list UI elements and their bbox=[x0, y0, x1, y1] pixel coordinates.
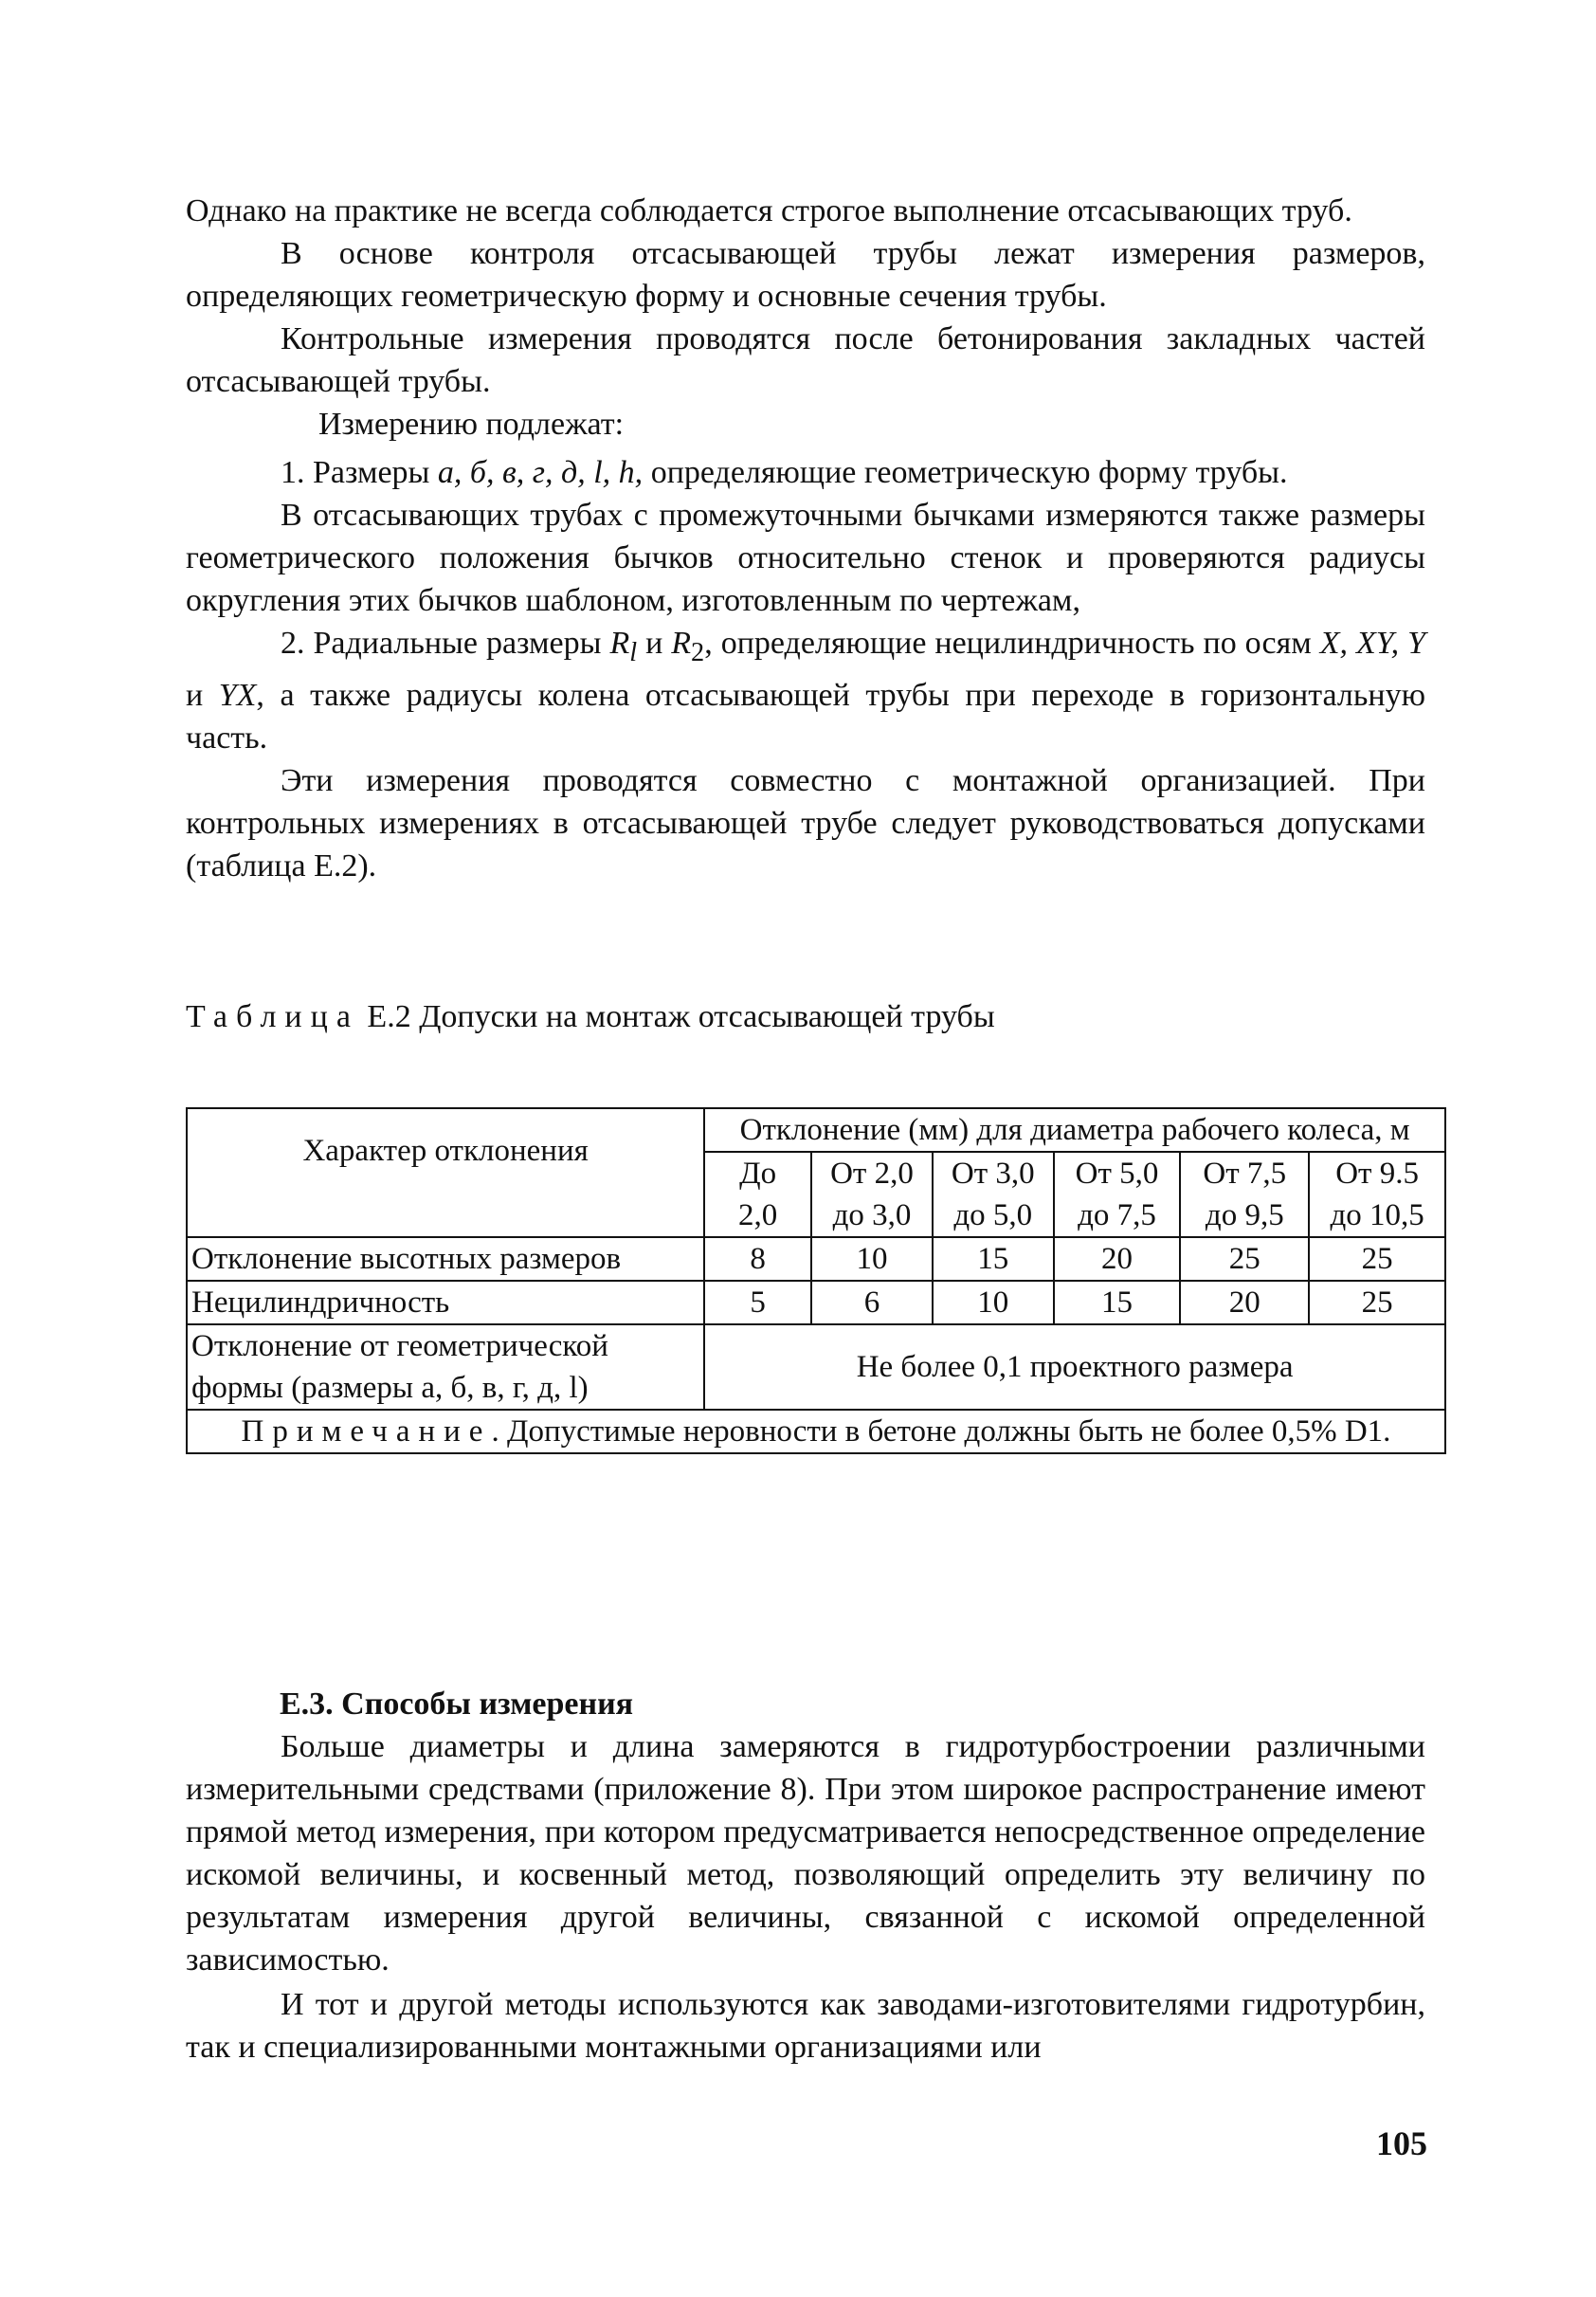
table-note-row bbox=[187, 1410, 1445, 1453]
range-header: От 2,0 до 3,0 bbox=[811, 1152, 933, 1237]
paragraph: Эти измерения проводятся совместно с монтажной организацией. При контрольных измерениях в отсасывающей трубе следует руководствоваться допусками (таблица Е.2). bbox=[186, 762, 1425, 884]
list-item-2: 2. Радиальные размеры $R_l$ и $R_2$, определяющие нецилиндричность по осям X, XY, Y и YX, а также радиусы колена отсасывающей трубы при переходе в горизонтальную часть. bbox=[186, 626, 1425, 756]
paragraph: В отсасывающих трубах с промежуточными бычками измеряются также размеры геометрического положения бычков относительно стенок и проверяются радиусы округления этих бычков шаблоном, изготовленным по чертежам, bbox=[186, 498, 1425, 618]
paragraph: В основе контроля отсасывающей трубы лежат измерения размеров, определяющих геометрическую форму и основные сечения трубы. bbox=[186, 236, 1425, 314]
table-cell: 8 bbox=[704, 1237, 811, 1281]
paragraph: Однако на практике не всегда соблюдается строгое выполнение отсасывающих труб. bbox=[186, 193, 1352, 228]
row-label: Отклонение от геометрической формы (размеры а, б, в, г, д, l) bbox=[187, 1324, 704, 1410]
section-heading: Е.3. Способы измерения bbox=[280, 1686, 634, 1722]
range-header: До 2,0 bbox=[704, 1152, 811, 1237]
table-cell: 10 bbox=[933, 1281, 1054, 1324]
table-cell: 20 bbox=[1180, 1281, 1309, 1324]
tolerance-table bbox=[186, 1107, 1446, 1454]
paragraph: Контрольные измерения проводятся после бетонирования закладных частей отсасывающей трубы. bbox=[186, 321, 1425, 399]
range-header: От 3,0 до 5,0 bbox=[933, 1152, 1054, 1237]
header-deviation-type: Характер отклонения bbox=[187, 1108, 704, 1237]
table-cell: 25 bbox=[1309, 1237, 1445, 1281]
table-caption: Таблица Е.2 Допуски на монтаж отсасывающей трубы bbox=[186, 999, 995, 1034]
table-cell: 15 bbox=[933, 1237, 1054, 1281]
table-cell: 6 bbox=[811, 1281, 933, 1324]
table-row bbox=[187, 1324, 1445, 1410]
table-cell-merged: Не более 0,1 проектного размера bbox=[704, 1324, 1445, 1410]
table-cell: 5 bbox=[704, 1281, 811, 1324]
range-header: От 5,0 до 7,5 bbox=[1054, 1152, 1181, 1237]
range-header: От 9.5 до 10,5 bbox=[1309, 1152, 1445, 1237]
table-header-row bbox=[187, 1108, 1445, 1152]
body-text-top bbox=[186, 190, 1425, 887]
table-cell: 15 bbox=[1054, 1281, 1181, 1324]
table-cell: 25 bbox=[1180, 1237, 1309, 1281]
header-deviation-group: Отклонение (мм) для диаметра рабочего колеса, м bbox=[704, 1108, 1445, 1152]
body-text-bottom bbox=[186, 1725, 1425, 2069]
table-cell: 10 bbox=[811, 1237, 933, 1281]
table-row bbox=[187, 1237, 1445, 1281]
table-row bbox=[187, 1281, 1445, 1324]
table-cell: 25 bbox=[1309, 1281, 1445, 1324]
table-cell: 20 bbox=[1054, 1237, 1181, 1281]
page-number: 105 bbox=[1376, 2124, 1427, 2162]
paragraph: Больше диаметры и длина замеряются в гидротурбостроении различными измерительными средствами (приложение 8). При этом широкое распространение имеют прямой метод измерения, при котором предусматривается непосредственное определение искомой величины, и косвенный метод, позволяющий определить эту величину по результатам измерения другой величины, связанной с искомой определенной зависимостью. bbox=[186, 1729, 1425, 1978]
range-header: От 7,5 до 9,5 bbox=[1180, 1152, 1309, 1237]
row-label: Нецилиндричность bbox=[187, 1281, 704, 1324]
paragraph: Измерению подлежат: bbox=[318, 407, 625, 442]
row-label: Отклонение высотных размеров bbox=[187, 1237, 704, 1281]
list-item-1: 1. Размеры а, б, в, г, д, l, h, определяющие геометрическую форму трубы. bbox=[281, 455, 1288, 490]
paragraph: И тот и другой методы используются как заводами-изготовителями гидротурбин, так и специализированными монтажными организациями или bbox=[186, 1987, 1425, 2065]
table-note: Примечание. Допустимые неровности в бетоне должны быть не более 0,5% D1. bbox=[187, 1410, 1445, 1453]
